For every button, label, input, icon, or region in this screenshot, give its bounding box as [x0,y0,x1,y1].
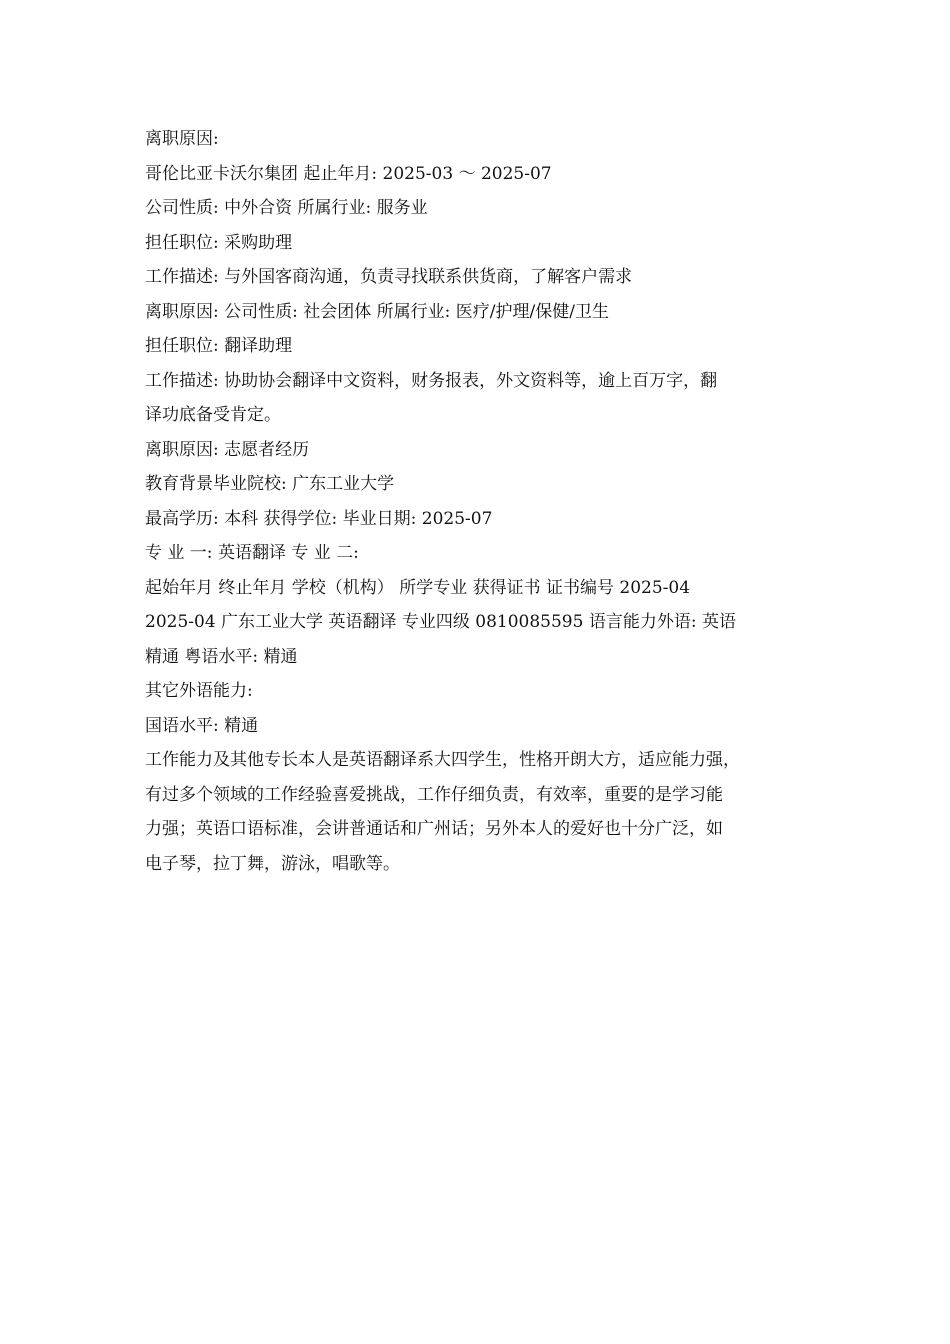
text-line: 担任职位: 翻译助理 [145,336,293,356]
text-line: 担任职位: 采购助理 [145,232,293,253]
text-line: 起始年月 终止年月 学校（机构） 所学专业 获得证书 证书编号 2025-04 [145,577,691,598]
text-line: 工作描述: 协助协会翻译中文资料，财务报表，外文资料等，逾上百万字，翻 [145,370,718,391]
text-line: 教育背景毕业院校: 广东工业大学 [145,474,395,494]
text-line: 离职原因: 志愿者经历 [145,439,310,460]
text-line: 力强；英语口语标准，会讲普通话和广州话；另外本人的爱好也十分广泛，如 [145,819,723,839]
text-line: 其它外语能力: [145,681,253,701]
text-line: 译功底备受肯定。 [145,405,281,425]
text-line: 2025-04 广东工业大学 英语翻译 专业四级 0810085595 语言能力外语: 英语 [145,612,736,632]
text-line: 有过多个领域的工作经验喜爱挑战，工作仔细负责，有效率，重要的是学习能 [145,784,723,805]
text-line: 公司性质: 中外合资 所属行业: 服务业 [145,198,428,218]
text-line: 最高学历: 本科 获得学位: 毕业日期: 2025-07 [145,508,493,529]
text-line: 哥伦比亚卡沃尔集团 起止年月: 2025-03 ～ 2025-07 [145,163,552,184]
text-line: 工作能力及其他专长本人是英语翻译系大四学生，性格开朗大方，适应能力强， [145,750,740,770]
document-body [145,122,810,881]
text-line: 离职原因: 公司性质: 社会团体 所属行业: 医疗/护理/保健/卫生 [145,301,609,322]
text-line: 离职原因: [145,129,219,149]
text-line: 专 业 一: 英语翻译 专 业 二: [145,543,359,563]
text-line: 工作描述: 与外国客商沟通，负责寻找联系供货商，了解客户需求 [145,267,633,287]
text-line: 国语水平: 精通 [145,715,259,736]
text-line: 精通 粤语水平: 精通 [145,646,298,667]
text-line: 电子琴，拉丁舞，游泳，唱歌等。 [145,853,400,874]
